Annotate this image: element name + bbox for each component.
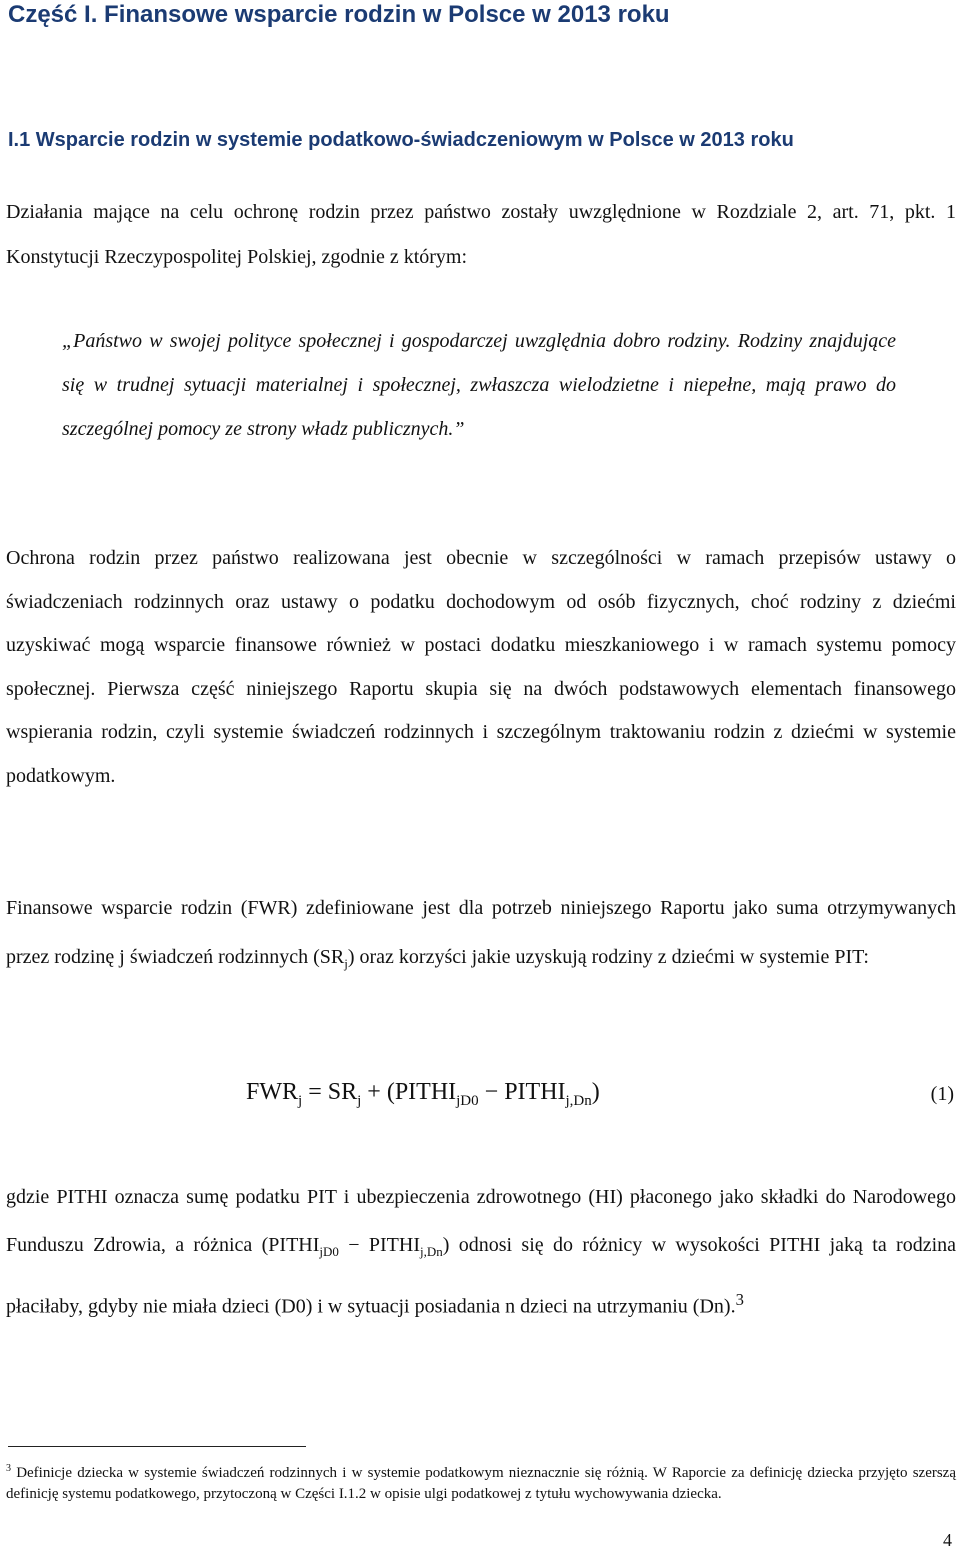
fwr-text-after: ) oraz korzyści jakie uzyskują rodziny z dziećmi w systemie PIT: xyxy=(347,946,869,968)
footnote-3 xyxy=(6,1458,956,1505)
intro-paragraph: Działania mające na celu ochronę rodzin przez państwo zostały uwzględnione w Rozdziale 2, art. 71, pkt. 1 Konstytucji Rzeczypospolitej Polskiej, zgodnie z którym: xyxy=(6,201,956,268)
footnote-reference[interactable]: 3 xyxy=(735,1290,744,1309)
equation-number: (1) xyxy=(930,1083,954,1105)
fwr-definition-paragraph xyxy=(6,884,956,988)
fwr-formula: $FWR_j = SR_j$ + ($PITHI_{jD0}$ − $PITHI_{j,Dn}$) xyxy=(246,1079,600,1109)
pithi-explanation-paragraph: gdzie PITHI oznacza sumę podatku PIT i ubezpieczenia zdrowotnego (HI) płaconego jako składki do Narodowego Funduszu Zdrowia, a różnica ($PITHI_{jD0}$ − $PITHI_{j,Dn}$) odnosi się do różnicy w wysokości PITHI jaką ta rodzina płaciłaby, gdyby nie miała dzieci (D0) i w sytuacji posiadania n dzieci na utrzymaniu (Dn).$^3$ xyxy=(6,1186,957,1318)
protection-paragraph: Ochrona rodzin przez państwo realizowana jest obecnie w szczególności w ramach przepisów ustawy o świadczeniach rodzinnych oraz ustawy o podatku dochodowym od osób fizycznych, choć rodziny z dziećmi uzyskiwać mogą wsparcie finansowe również w postaci dodatku mieszkaniowego i w ramach systemu pomocy społecznej. Pierwsza część niniejszego Raportu skupia się na dwóch podstawowych elementach finansowego wspierania rodzin, czyli systemie świadczeń rodzinnych i szczególnym traktowaniu rodzin z dziećmi w systemie podatkowym. xyxy=(6,547,956,787)
sr-symbol: $SR_j$ xyxy=(319,946,348,971)
footnote-divider xyxy=(8,1446,306,1447)
pithi-difference: ($PITHI_{jD0}$ − $PITHI_{j,Dn}$) xyxy=(261,1234,450,1259)
equation-1 xyxy=(0,1073,960,1123)
footnote-number: 3 xyxy=(6,1463,11,1474)
page-number: 4 xyxy=(943,1530,952,1550)
constitution-quote: „Państwo w swojej polityce społecznej i gospodarczej uwzględnia dobro rodziny. Rodziny znajdujące się w trudnej sytuacji materialnej i społecznej, zwłaszcza wielodzietne i niepełne, mają prawo do szczególnej pomocy ze strony władz publicznych.” xyxy=(62,330,896,440)
footnote-text: Definicje dziecka w systemie świadczeń rodzinnych i w systemie podatkowym nieznacznie się różnią. W Raporcie za definicję dziecka przyjęto szerszą definicję systemu podatkowego, przytoczoną w Części I.1.2 w opisie ulgi podatkowej z tytułu wychowywania dziecka. xyxy=(6,1465,956,1502)
chapter-title: Część I. Finansowe wsparcie rodzin w Polsce w 2013 roku xyxy=(8,1,670,28)
section-title: I.1 Wsparcie rodzin w systemie podatkowo-świadczeniowym w Polsce w 2013 roku xyxy=(8,129,794,151)
fwr-text-before: Finansowe wsparcie rodzin (FWR) zdefiniowane jest dla potrzeb niniejszego Raportu jako suma otrzymywanych przez rodzinę j świadczeń rodzinnych ( xyxy=(6,897,956,968)
